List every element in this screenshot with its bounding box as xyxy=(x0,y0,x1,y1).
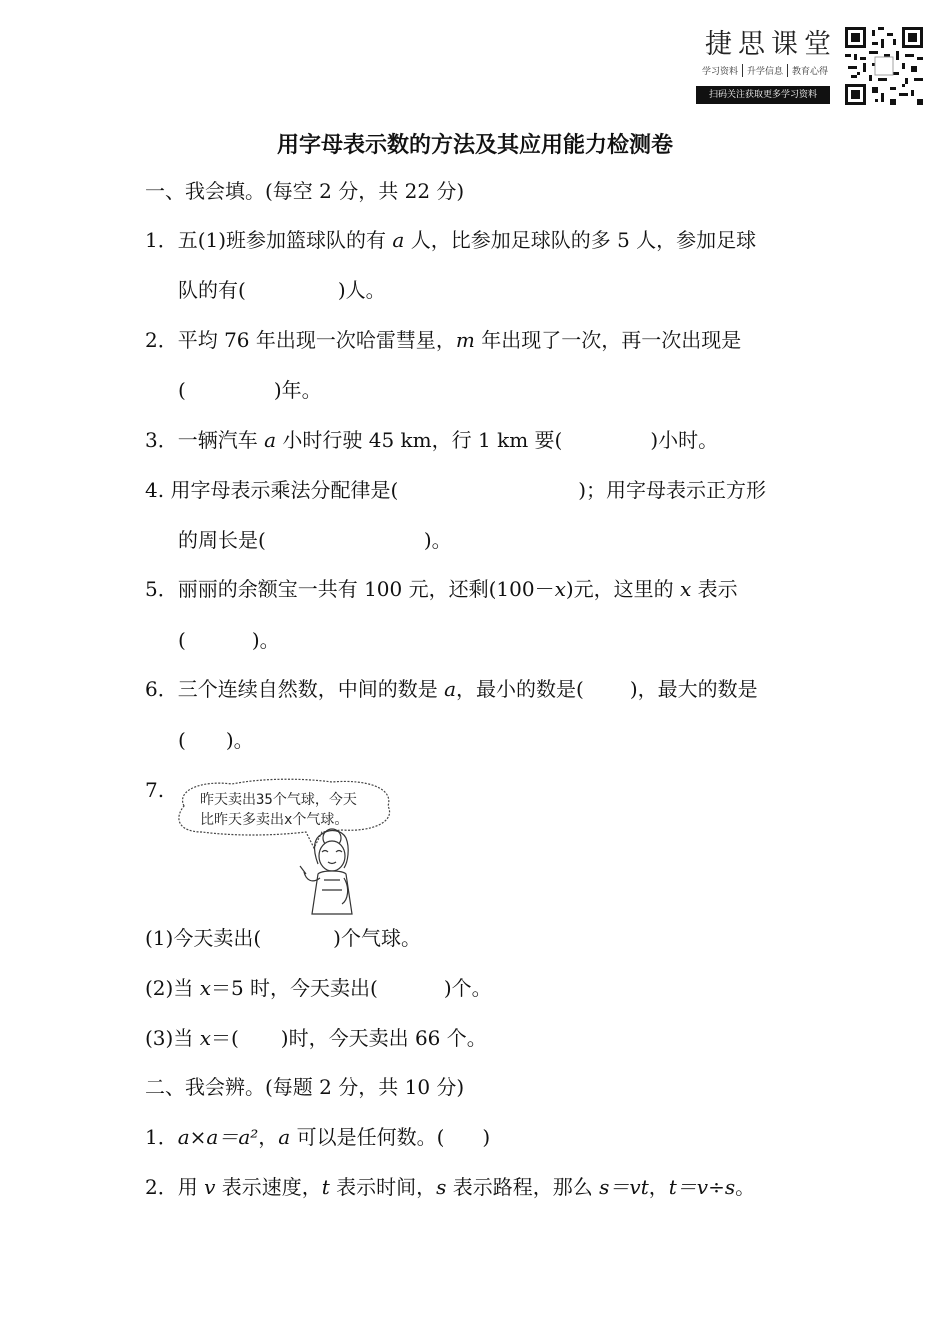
question-7-sub1: (1)今天卖出( )个气球。 xyxy=(145,926,421,950)
question-5-line2: ( )。 xyxy=(178,628,280,652)
question-7-number: 7. xyxy=(145,778,165,802)
question-5-line1: 5．丽丽的余额宝一共有 100 元，还剩(100－x)元，这里的 x 表示 xyxy=(145,577,738,601)
question-1-line1: 1．五(1)班参加篮球队的有 a 人，比参加足球队的多 5 人，参加足球 xyxy=(145,228,757,252)
question-2-line1: 2．平均 76 年出现一次哈雷彗星，m 年出现了一次，再一次出现是 xyxy=(145,328,742,352)
question-1-line2: 队的有( )人。 xyxy=(178,278,386,302)
section2-heading: 二、我会辨。(每题 2 分，共 10 分) xyxy=(145,1075,465,1099)
question-6-line1: 6．三个连续自然数，中间的数是 a，最小的数是( )，最大的数是 xyxy=(145,677,758,701)
judge-question-2: 2．用 v 表示速度，t 表示时间，s 表示路程，那么 s＝vt，t＝v÷s。 xyxy=(145,1175,756,1199)
question-3: 3．一辆汽车 a 小时行驶 45 km，行 1 km 要( )小时。 xyxy=(145,428,719,452)
question-6-line2: ( )。 xyxy=(178,728,254,752)
qr-code-icon xyxy=(845,27,923,105)
question-7-sub3: (3)当 x＝( )时，今天卖出 66 个。 xyxy=(145,1026,487,1050)
page-title: 用字母表示数的方法及其应用能力检测卷 xyxy=(276,133,673,158)
question-7-sub2: (2)当 x＝5 时，今天卖出( )个。 xyxy=(145,976,492,1000)
question-4-line1: 4. 用字母表示乘法分配律是( )；用字母表示正方形 xyxy=(145,478,767,502)
judge-question-1: 1．a×a＝a²，a 可以是任何数。( ) xyxy=(145,1125,491,1149)
question-4-line2: 的周长是( )。 xyxy=(178,528,452,552)
section1-heading: 一、我会填。(每空 2 分，共 22 分) xyxy=(145,179,465,203)
question-2-line2: ( )年。 xyxy=(178,378,322,402)
scan-banner: 扫码关注获取更多学习资料 xyxy=(696,86,830,104)
girl-icon xyxy=(300,829,352,914)
speech-bubble-text: 昨天卖出35个气球，今天 比昨天多卖出x个气球。 xyxy=(200,792,357,828)
tag-study: 学习资料 xyxy=(698,64,743,77)
brand-name: 捷思课堂 xyxy=(705,29,837,60)
tag-school: 升学信息 xyxy=(743,64,788,77)
brand-tags xyxy=(698,64,832,77)
tag-edu: 教育心得 xyxy=(792,67,829,77)
